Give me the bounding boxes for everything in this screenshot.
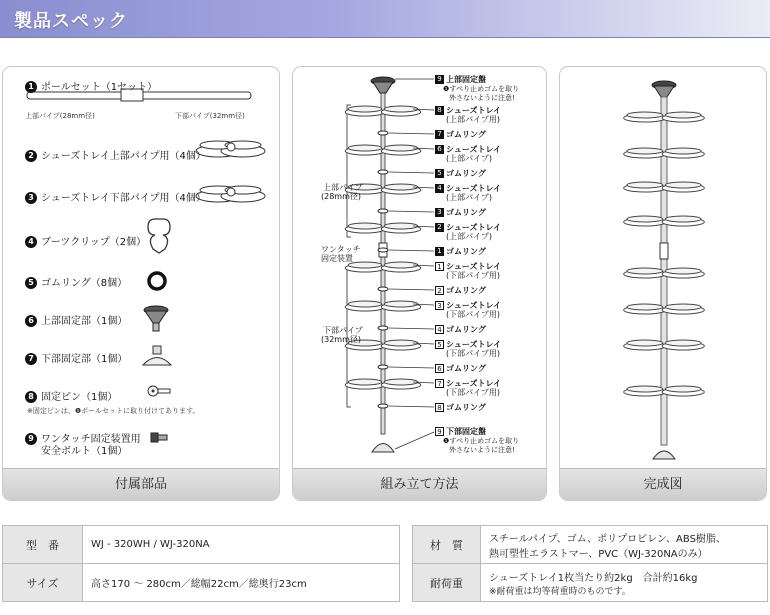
page-title: 製品スペック	[14, 11, 128, 32]
accessory-item: 9 ワンタッチ固定装置用	[25, 430, 141, 445]
assembly-step: 6 シューズトレイ	[435, 144, 501, 155]
assembly-step-sub: (上部パイプ)	[446, 193, 493, 202]
boot-clip-illustration	[148, 219, 170, 253]
spec-table-right	[412, 525, 768, 602]
top-fixture-step: 9 上部固定盤	[435, 74, 486, 85]
assembly-step: 2 ゴムリング	[435, 285, 486, 296]
leader-line	[389, 250, 434, 251]
assembly-step-sub: (下部パイプ用)	[446, 349, 501, 358]
assembly-step-sub: (下部パイプ用)	[446, 310, 501, 319]
accessory-item-line2: 安全ボルト（1個）	[41, 446, 128, 457]
assembly-step: 1 ゴムリング	[435, 246, 486, 257]
bottom-fixture-step: 9 下部固定盤	[435, 426, 486, 437]
lower-pipe-dia-label: (32mm径)	[321, 335, 362, 344]
lower-pipe-label: 下部パイプ	[323, 326, 363, 335]
upper-tray-illustration	[196, 141, 265, 157]
accessories-panel	[2, 66, 280, 501]
assembly-step: 4 ゴムリング	[435, 324, 486, 335]
assembly-step: 4 シューズトレイ	[435, 183, 501, 194]
lower-tray-illustration	[196, 186, 265, 202]
accessory-item: 7 下部固定部（1個）	[25, 350, 127, 365]
bottom-fixture-shape	[372, 444, 394, 453]
leader-line	[389, 133, 434, 134]
fixing-pin-illustration	[148, 386, 170, 396]
rubber-ring-shape	[378, 209, 388, 213]
assembly-caption: 組み立て方法	[293, 468, 546, 500]
assembly-step: 8 ゴムリング	[435, 402, 486, 413]
top-fixture-note: ❶すべり止めゴムを取り	[443, 85, 520, 93]
leader-line	[389, 406, 434, 407]
assembly-step: 7 シューズトレイ	[435, 378, 501, 389]
accessory-item: 5 ゴムリング（8個）	[25, 274, 127, 289]
bottom-fixture-shape	[653, 451, 675, 459]
assembly-step: 2 シューズトレイ	[435, 222, 501, 233]
size-value: 高さ170 〜 280cm／総幅22cm／総奥行23cm	[83, 564, 400, 602]
pin-note: ※固定ピンは、❶ポールセットに取り付けてあります。	[27, 407, 200, 415]
pole-upper-label: 上部パイプ(28mm径)	[25, 112, 95, 120]
rubber-ring-shape	[378, 326, 388, 330]
assembly-step: 5 シューズトレイ	[435, 339, 501, 350]
assembly-step-sub: (上部パイプ用)	[446, 115, 501, 124]
size-label: サイズ	[3, 564, 83, 602]
leader-line	[389, 328, 434, 329]
rubber-ring-shape	[378, 404, 388, 408]
load-value: シューズトレイ1枚当たり約2kg 合計約16kg ※耐荷重は均等荷重時のものです。	[481, 564, 768, 602]
assembly-step: 8 シューズトレイ	[435, 105, 501, 116]
rubber-ring-shape	[378, 170, 388, 174]
leader-line	[389, 367, 434, 368]
assembly-step-sub: (下部パイプ用)	[446, 271, 501, 280]
accessory-item: 1 ポールセット（1セット）	[25, 78, 157, 93]
model-value: WJ - 320WH / WJ-320NA	[83, 526, 400, 564]
leader-line	[389, 289, 434, 290]
page-header	[0, 0, 770, 38]
finished-caption: 完成図	[560, 468, 766, 500]
one-touch-label2: 固定装置	[321, 254, 353, 263]
one-touch-label: ワンタッチ	[321, 245, 361, 254]
rubber-ring-shape	[378, 248, 388, 252]
bottom-fixture-note: ❶すべり止めゴムを取り	[443, 437, 520, 445]
top-fixture-note2: 外さないように注意!	[449, 94, 515, 102]
top-fixture-illustration	[144, 306, 168, 331]
assembly-step-sub: (上部パイプ)	[446, 154, 493, 163]
pole-lower-label: 下部パイプ(32mm径)	[175, 112, 245, 120]
model-label: 型 番	[3, 526, 83, 564]
spec-table-left	[2, 525, 400, 602]
assembly-step: 6 ゴムリング	[435, 363, 486, 374]
assembly-step: 7 ゴムリング	[435, 129, 486, 140]
rubber-ring-shape	[378, 287, 388, 291]
upper-pipe-label: 上部パイプ	[323, 183, 363, 192]
accessory-item: 4 ブーツクリップ（2個）	[25, 233, 146, 248]
assembly-step: 5 ゴムリング	[435, 168, 486, 179]
upper-pipe-dia-label: (28mm径)	[321, 192, 362, 201]
rubber-ring-shape	[378, 365, 388, 369]
one-touch-joint-shape	[660, 243, 668, 259]
leader-line	[389, 211, 434, 212]
assembly-step-sub: (下部パイプ用)	[446, 388, 501, 397]
leader-line	[389, 172, 434, 173]
assembly-step: 3 ゴムリング	[435, 207, 486, 218]
material-value: スチールパイプ、ゴム、ポリプロピレン、ABS樹脂、 熱可塑性エラストマー、PVC（WJ-320NAのみ）	[481, 526, 768, 564]
bottom-fixture-note2: 外さないように注意!	[449, 446, 515, 454]
accessories-caption: 付属部品	[3, 468, 279, 500]
safety-bolt-illustration	[151, 433, 167, 442]
finished-illustration	[560, 67, 767, 467]
rubber-ring-illustration	[149, 273, 165, 289]
accessory-item: 3 シューズトレイ下部パイプ用（4個）	[25, 189, 206, 204]
assembly-step: 3 シューズトレイ	[435, 300, 501, 311]
bottom-fixture-illustration	[143, 346, 171, 365]
accessory-item: 2 シューズトレイ上部パイプ用（4個）	[25, 147, 206, 162]
assembly-step: 1 シューズトレイ	[435, 261, 501, 272]
assembly-step-sub: (上部パイプ)	[446, 232, 493, 241]
accessory-item: 8 固定ピン（1個）	[25, 388, 117, 403]
upper-bracket	[347, 105, 351, 237]
finished-panel	[559, 66, 767, 501]
accessory-item: 6 上部固定部（1個）	[25, 312, 127, 327]
assembly-panel	[292, 66, 547, 501]
rubber-ring-shape	[378, 131, 388, 135]
material-label: 材 質	[413, 526, 481, 564]
load-label: 耐荷重	[413, 564, 481, 602]
assembly-diagram	[293, 67, 547, 467]
